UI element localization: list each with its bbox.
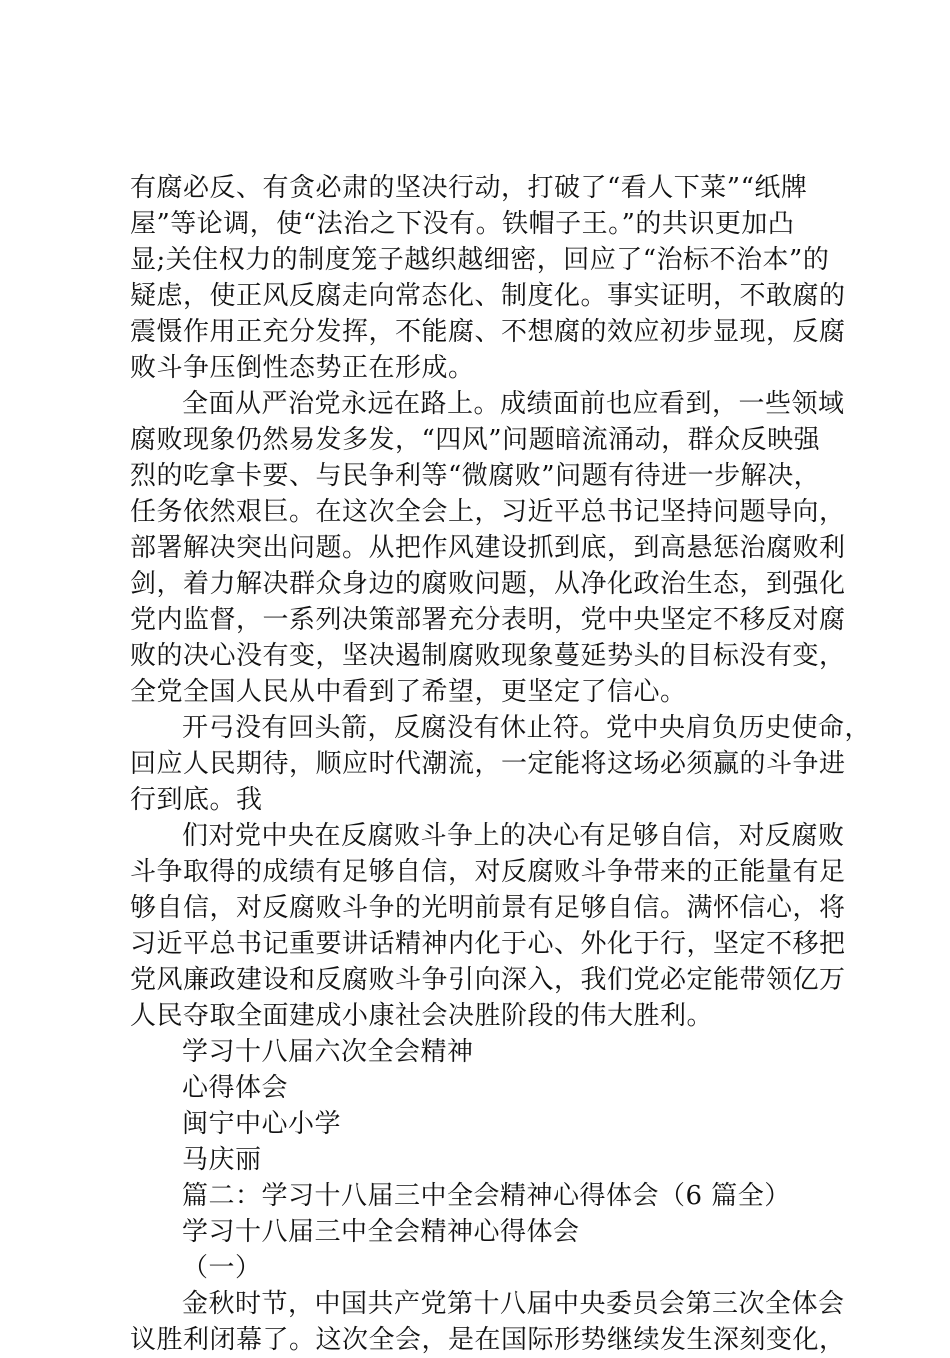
paragraph-first-line: 金秋时节，中国共产党第十八届中央委员会第三次全体会 <box>182 1289 845 1319</box>
body-text-line: 败斗争压倒性态势正在形成。 <box>130 353 475 383</box>
section-subtitle: 心得体会 <box>182 1073 289 1103</box>
body-text-line: 屋”等论调，使“法治之下没有。铁帽子王。”的共识更加凸 <box>130 209 795 239</box>
paragraph-first-line: 全面从严治党永远在路上。成绩面前也应看到，一些领域 <box>182 389 845 419</box>
school-name: 闽宁中心小学 <box>182 1109 342 1139</box>
body-text-line: 败的决心没有变，坚决遏制腐败现象蔓延势头的目标没有变， <box>130 641 846 671</box>
body-text-line: 震慑作用正充分发挥，不能腐、不想腐的效应初步显现，反腐 <box>130 317 846 347</box>
body-text-line: 斗争取得的成绩有足够自信，对反腐败斗争带来的正能量有足 <box>130 857 846 887</box>
body-text-line: 疑虑，使正风反腐走向常态化、制度化。事实证明，不敢腐的 <box>130 281 846 311</box>
body-text-line: 行到底。我 <box>130 785 263 815</box>
author-name: 马庆丽 <box>182 1145 262 1175</box>
section-title: 学习十八届六次全会精神 <box>182 1037 474 1067</box>
chapter-subheading: 学习十八届三中全会精神心得体会 <box>182 1217 580 1247</box>
section-number: （一） <box>182 1253 262 1283</box>
body-text-line: 人民夺取全面建成小康社会决胜阶段的伟大胜利。 <box>130 1001 714 1031</box>
body-text-line: 回应人民期待，顺应时代潮流，一定能将这场必须赢的斗争进 <box>130 749 846 779</box>
paragraph-first-line: 们对党中央在反腐败斗争上的决心有足够自信，对反腐败 <box>182 821 845 851</box>
body-text-line: 议胜利闭幕了。这次全会，是在国际形势继续发生深刻变化， <box>130 1325 846 1355</box>
body-text-line: 习近平总书记重要讲话精神内化于心、外化于行，坚定不移把 <box>130 929 846 959</box>
chapter-heading: 篇二：学习十八届三中全会精神心得体会（6 篇全） <box>182 1181 791 1211</box>
body-text-line: 有腐必反、有贪必肃的坚决行动，打破了“看人下菜”“纸牌 <box>130 173 808 203</box>
body-text-line: 全党全国人民从中看到了希望，更坚定了信心。 <box>130 677 687 707</box>
body-text-line: 腐败现象仍然易发多发，“四风”问题暗流涌动，群众反映强 <box>130 425 821 455</box>
body-text-line: 任务依然艰巨。在这次全会上，习近平总书记坚持问题导向， <box>130 497 846 527</box>
body-text-line: 够自信，对反腐败斗争的光明前景有足够自信。满怀信心，将 <box>130 893 846 923</box>
body-text-line: 部署解决突出问题。从把作风建设抓到底，到高悬惩治腐败利 <box>130 533 846 563</box>
body-text-line: 党风廉政建设和反腐败斗争引向深入，我们党必定能带领亿万 <box>130 965 846 995</box>
body-text-line: 显;关住权力的制度笼子越织越细密，回应了“治标不治本”的 <box>130 245 830 275</box>
paragraph-first-line: 开弓没有回头箭，反腐没有休止符。党中央肩负历史使命， <box>182 713 872 743</box>
body-text-line: 烈的吃拿卡要、与民争利等“微腐败”问题有待进一步解决， <box>130 461 821 491</box>
body-text-line: 剑，着力解决群众身边的腐败问题，从净化政治生态，到强化 <box>130 569 846 599</box>
body-text-line: 党内监督，一系列决策部署充分表明，党中央坚定不移反对腐 <box>130 605 846 635</box>
